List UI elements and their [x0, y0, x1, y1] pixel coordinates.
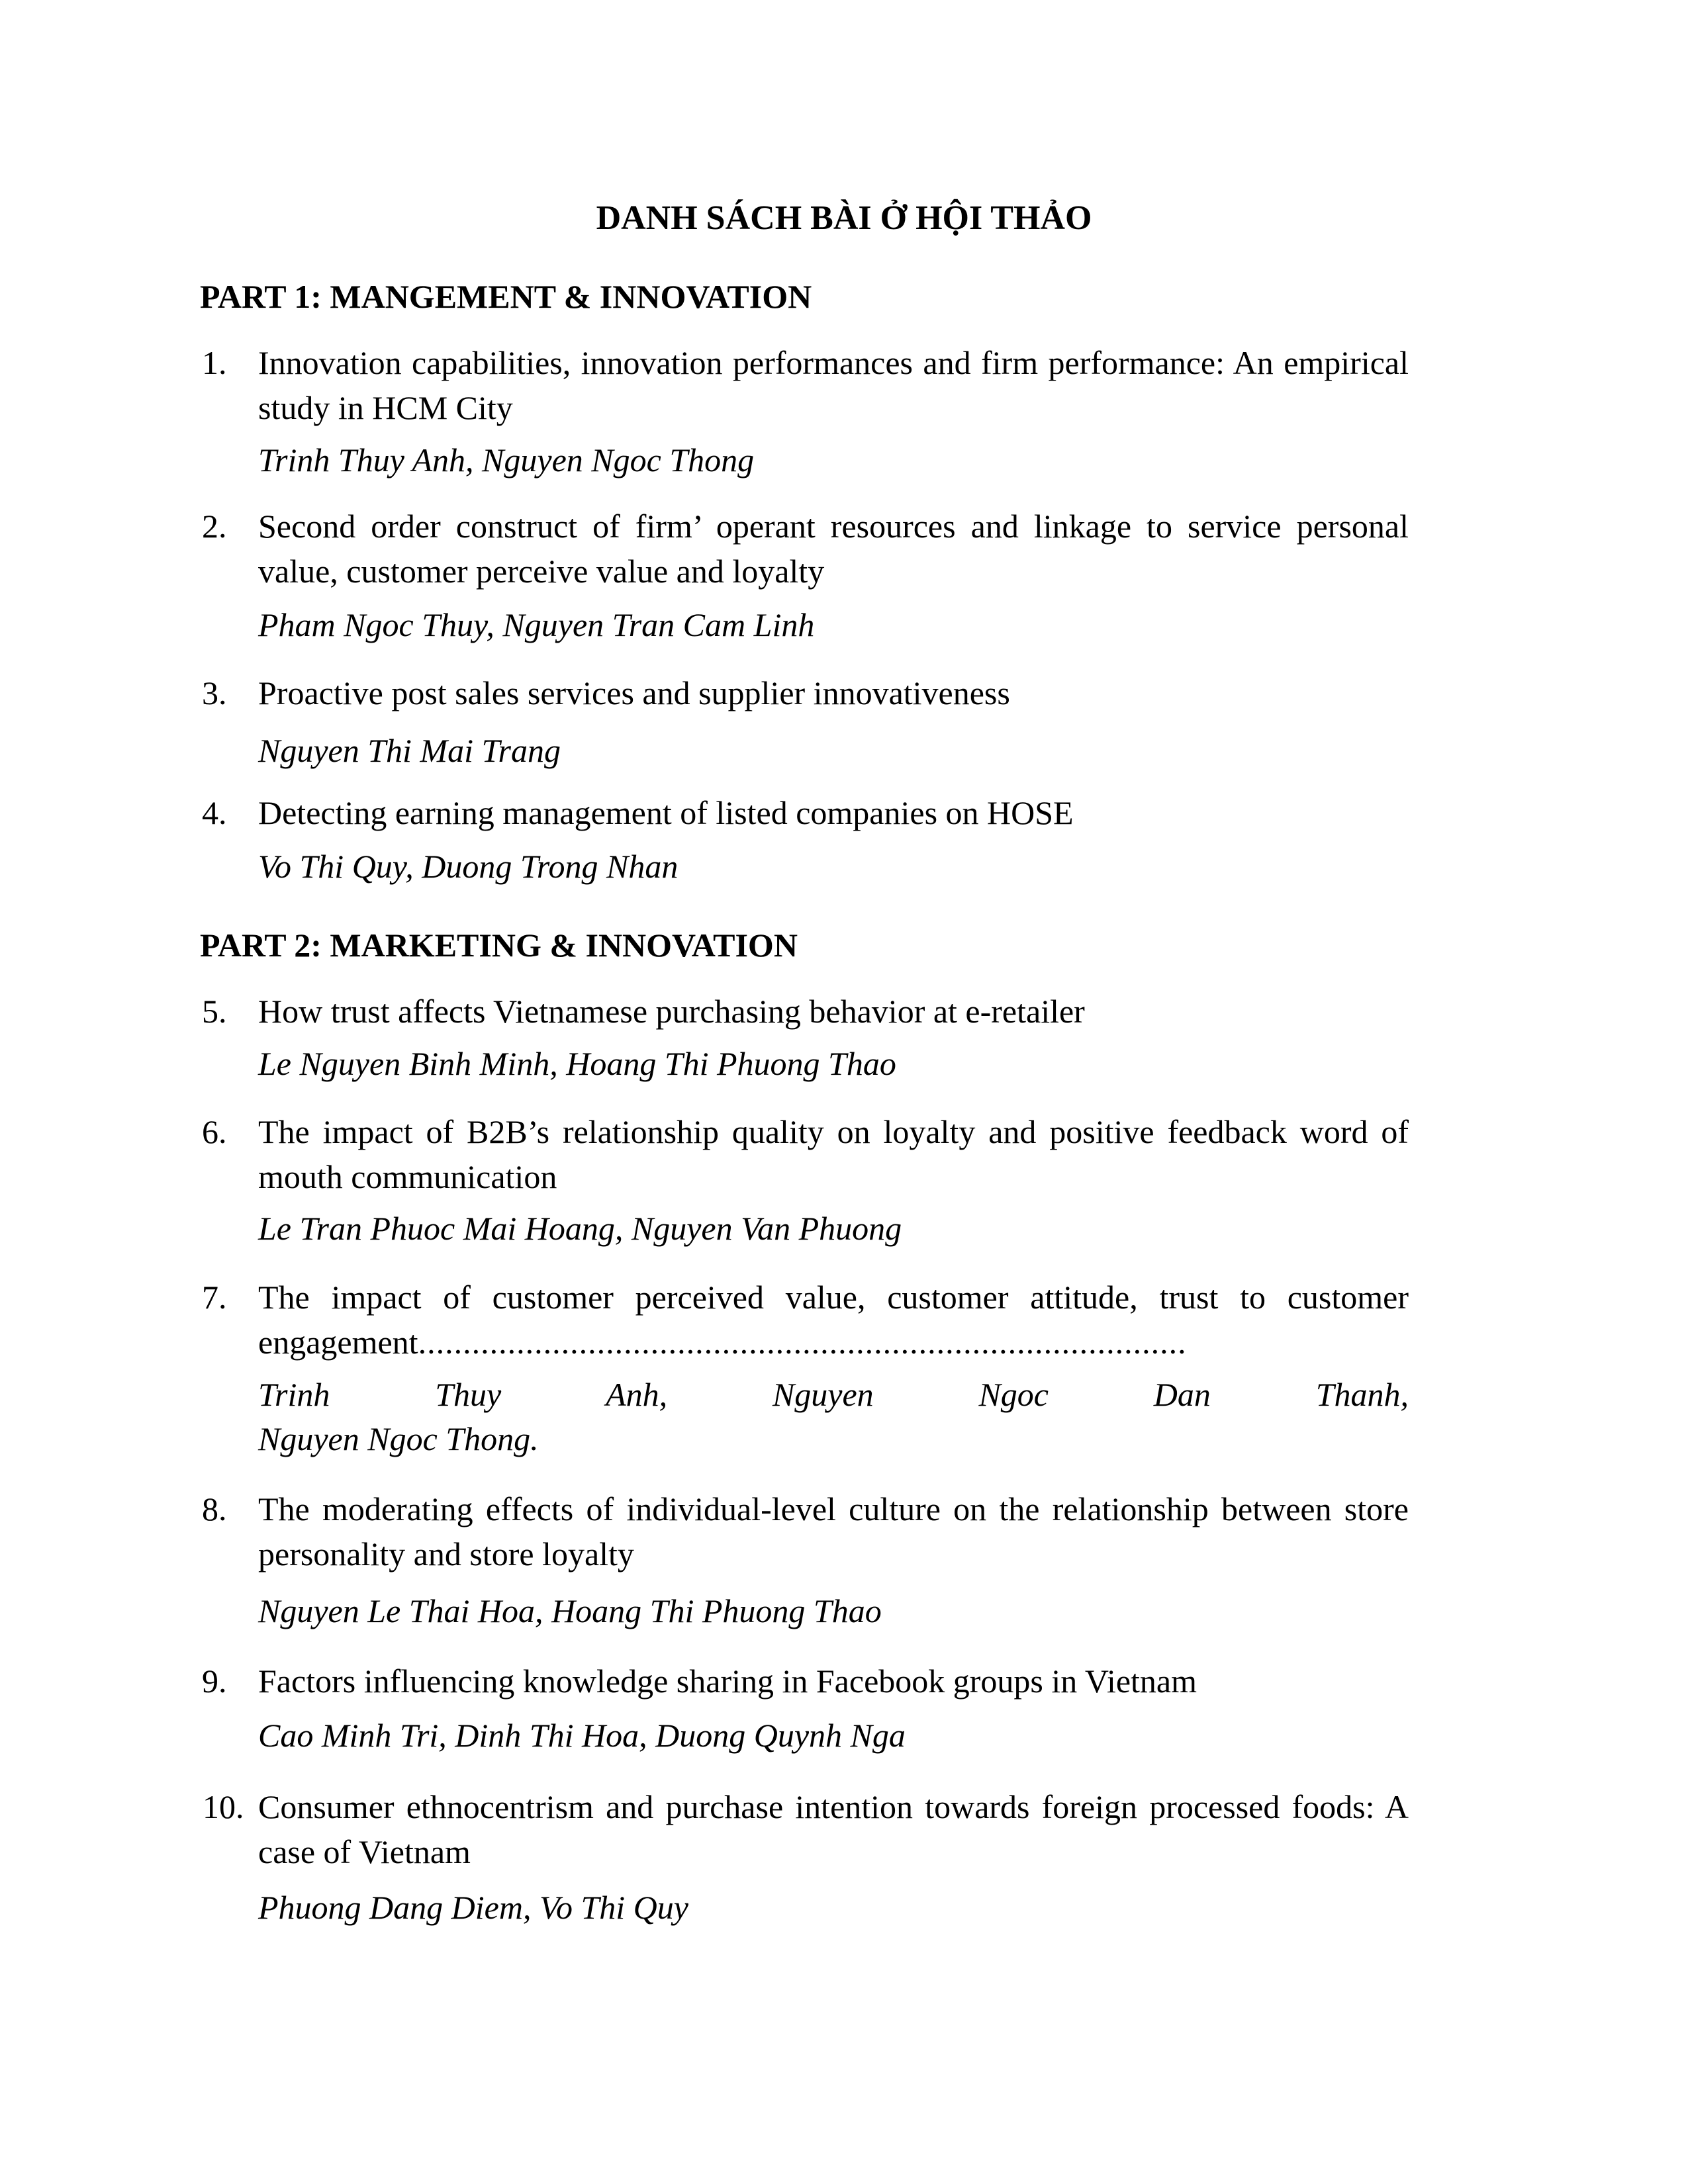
paper-title: The impact of B2B’s relationship quality on loyalty and positive feedback word of mouth communication — [258, 1113, 1409, 1195]
paper-authors — [258, 1373, 1409, 1461]
paper-title — [258, 1275, 1409, 1365]
paper-number: 3. — [202, 674, 227, 711]
paper-authors: Phuong Dang Diem, Vo Thi Quy — [258, 1889, 688, 1926]
paper-authors: Le Tran Phuoc Mai Hoang, Nguyen Van Phuong — [258, 1210, 902, 1247]
paper-number: 1. — [202, 344, 227, 381]
paper-authors: Nguyen Le Thai Hoa, Hoang Thi Phuong Thao — [258, 1592, 882, 1629]
dotted-leader: ...................................................................................... — [418, 1324, 1187, 1361]
paper-authors: Trinh Thuy Anh, Nguyen Ngoc Thong — [258, 441, 755, 478]
paper-authors: Nguyen Thi Mai Trang — [258, 732, 561, 769]
paper-number: 6. — [202, 1113, 227, 1150]
paper-number: 5. — [202, 993, 227, 1030]
paper-number: 4. — [202, 794, 227, 831]
paper-authors: Vo Thi Quy, Duong Trong Nhan — [258, 848, 679, 885]
paper-number: 9. — [202, 1662, 227, 1700]
paper-authors: Le Nguyen Binh Minh, Hoang Thi Phuong Thao — [258, 1045, 896, 1082]
paper-number: 2. — [202, 508, 227, 545]
paper-title: Detecting earning management of listed companies on HOSE — [258, 794, 1074, 831]
paper-title: Consumer ethnocentrism and purchase intention towards foreign processed foods: A case of Vietnam — [258, 1788, 1409, 1870]
paper-number: 7. — [202, 1279, 227, 1316]
part-1-heading: PART 1: MANGEMENT & INNOVATION — [200, 278, 812, 315]
paper-authors: Cao Minh Tri, Dinh Thi Hoa, Duong Quynh Nga — [258, 1717, 906, 1754]
paper-authors: Pham Ngoc Thuy, Nguyen Tran Cam Linh — [258, 606, 815, 643]
paper-authors-line-2: Nguyen Ngoc Thong. — [258, 1420, 539, 1457]
paper-title-text: The impact of customer perceived value, customer attitude, trust to customer engagement — [258, 1279, 1409, 1361]
paper-title: The moderating effects of individual-level culture on the relationship between store personality and store loyalty — [258, 1490, 1409, 1572]
paper-number: 10. — [203, 1788, 244, 1825]
page-title: DANH SÁCH BÀI Ở HỘI THẢO — [596, 199, 1092, 237]
paper-title: Proactive post sales services and supplier innovativeness — [258, 674, 1010, 711]
paper-authors-line-1: Trinh Thuy Anh, Nguyen Ngoc Dan Thanh, — [258, 1376, 1409, 1413]
paper-title: Second order construct of firm’ operant resources and linkage to service personal value, customer perceive value and loyalty — [258, 508, 1409, 590]
paper-title: Factors influencing knowledge sharing in Facebook groups in Vietnam — [258, 1662, 1197, 1700]
paper-title: Innovation capabilities, innovation performances and firm performance: An empirical study in HCM City — [258, 344, 1409, 426]
part-2-heading: PART 2: MARKETING & INNOVATION — [200, 927, 798, 964]
paper-number: 8. — [202, 1490, 227, 1527]
paper-title: How trust affects Vietnamese purchasing behavior at e-retailer — [258, 993, 1085, 1030]
